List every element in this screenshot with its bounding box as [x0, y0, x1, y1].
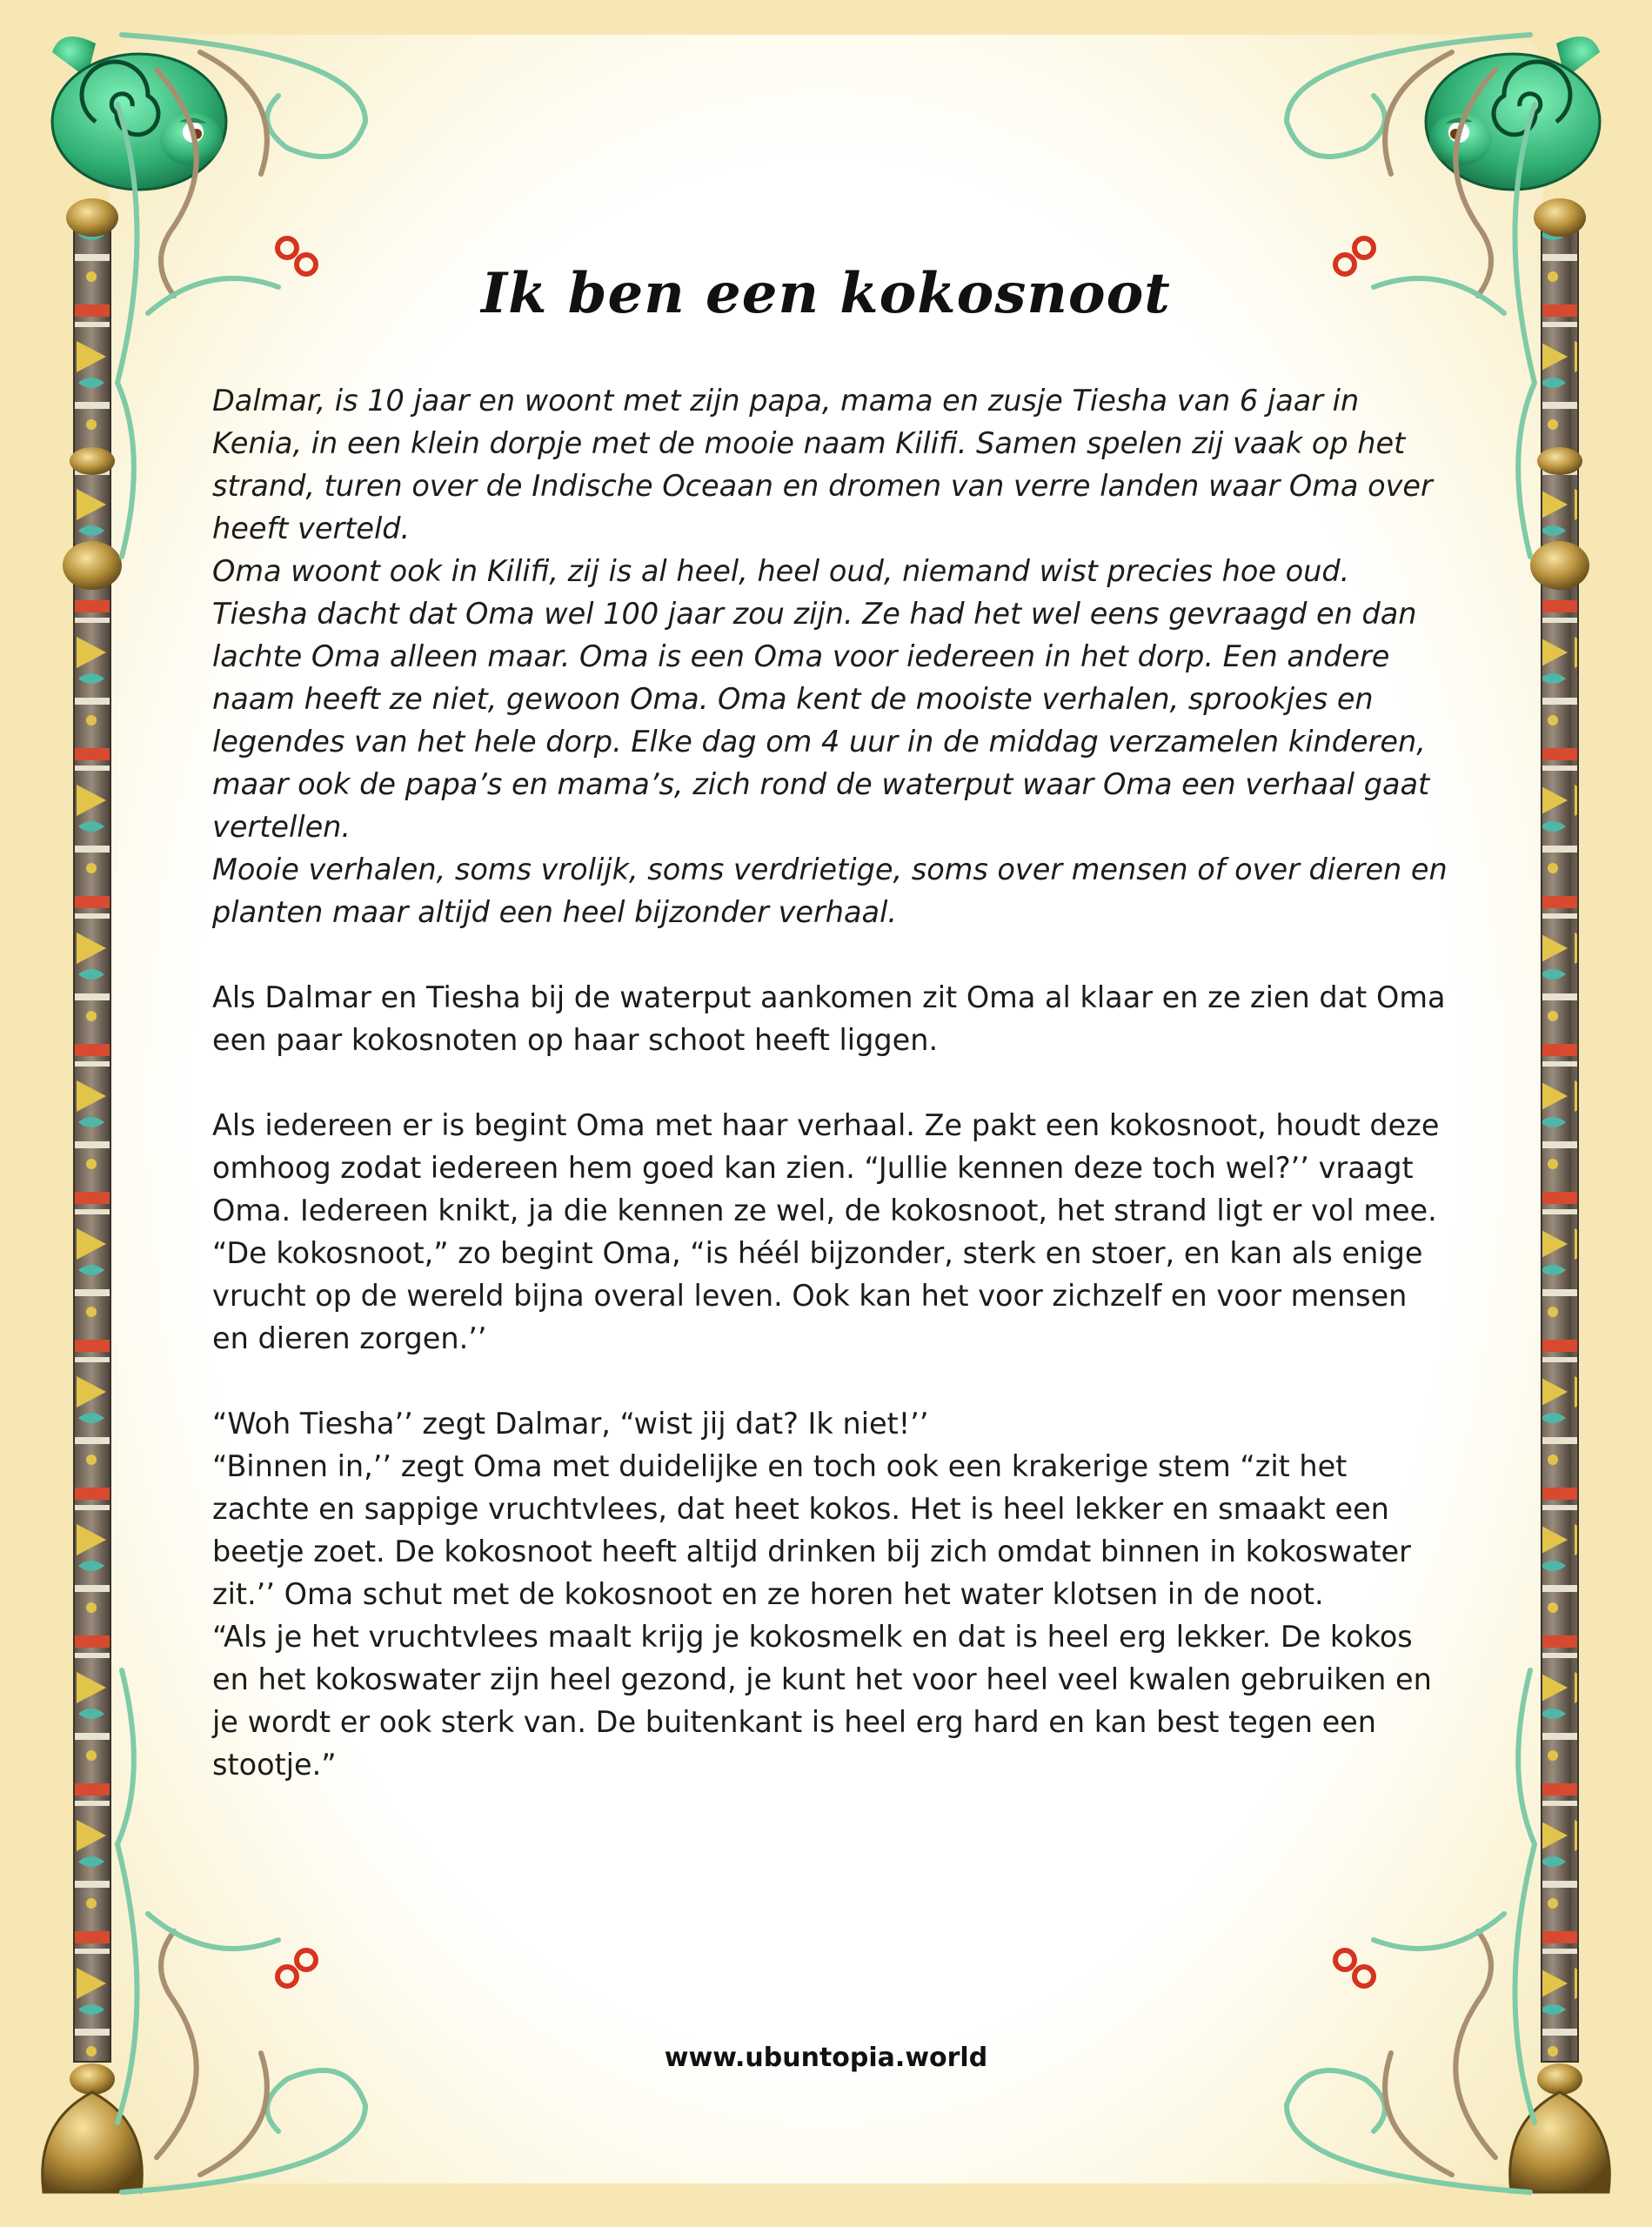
- intro-paragraph: Oma woont ook in Kilifi, zij is al heel, heel oud, niemand wist precies hoe oud. Tiesha dacht dat Oma wel 100 jaar zou zijn. Ze had het wel eens gevraagd en dan lachte Oma alleen maar. Oma is een Oma voor iedereen in het dorp. Een andere naam heeft ze niet, gewoon Oma. Oma kent de mooiste verhalen, sprookjes en legendes van het hele dorp. Elke dag om 4 uur in de middag verzamelen kinderen, maar ook de papa’s en mama’s, zich rond de waterput waar Oma een verhaal gaat vertellen.: [212, 554, 1430, 844]
- story-title: Ik ben een kokosnoot: [481, 261, 1171, 326]
- story-text: [212, 379, 1448, 1786]
- dialogue-paragraph: “Als je het vruchtvlees maalt krijg je kokosmelk en dat is heel erg lekker. De kokos en het kokoswater zijn heel gezond, je kunt het voor heel veel kwalen gebruiken en je wordt er ook sterk van. De buitenkant is heel erg hard en kan best tegen een stootje.”: [212, 1620, 1432, 1782]
- website-link[interactable]: www.ubuntopia.world: [664, 2043, 988, 2073]
- dialogue-paragraph: “Binnen in,’’ zegt Oma met duidelijke en toch ook een krakerige stem “zit het zachte en sappige vruchtvlees, dat heet kokos. Het is heel lekker en smaakt een beetje zoet. De kokosnoot heeft altijd drinken bij zich omdat binnen in kokoswater zit.’’ Oma schut met de kokosnoot en ze horen het water klotsen in de noot.: [212, 1449, 1411, 1611]
- left-chameleon-icon: [52, 37, 226, 190]
- intro-paragraph: Dalmar, is 10 jaar en woont met zijn papa, mama en zusje Tiesha van 6 jaar in Kenia, in een klein dorpje met de mooie naam Kilifi. Samen spelen zij vaak op het strand, turen over de Indische Oceaan en dromen van verre landen waar Oma over heeft verteld.: [212, 384, 1433, 545]
- story-begins-paragraph: Als iedereen er is begint Oma met haar verhaal. Ze pakt een kokosnoot, houdt deze omhoog zodat iedereen hem goed kan zien. “Jullie kennen deze toch wel?’’ vraagt Oma. Iedereen knikt, ja die kennen ze wel, de kokosnoot, het strand ligt er vol mee. “De kokosnoot,” zo begint Oma, “is héél bijzonder, sterk en stoer, en kan als enige vrucht op de wereld bijna overal leven. Ook kan het voor zichzelf en voor mensen en dieren zorgen.’’: [212, 1108, 1440, 1355]
- infinity-symbol-icon: [278, 1950, 316, 1986]
- dialogue-paragraph: “Woh Tiesha’’ zegt Dalmar, “wist jij dat? Ik niet!’’: [212, 1407, 929, 1441]
- infinity-symbol-icon: [1335, 1950, 1374, 1986]
- right-chameleon-icon: [1426, 37, 1600, 190]
- arrival-paragraph: Als Dalmar en Tiesha bij de waterput aankomen zit Oma al klaar en ze zien dat Oma een paar kokosnoten op haar schoot heeft liggen.: [212, 980, 1446, 1057]
- intro-paragraph: Mooie verhalen, soms vrolijk, soms verdrietige, soms over mensen of over dieren en planten maar altijd een heel bijzonder verhaal.: [212, 853, 1448, 929]
